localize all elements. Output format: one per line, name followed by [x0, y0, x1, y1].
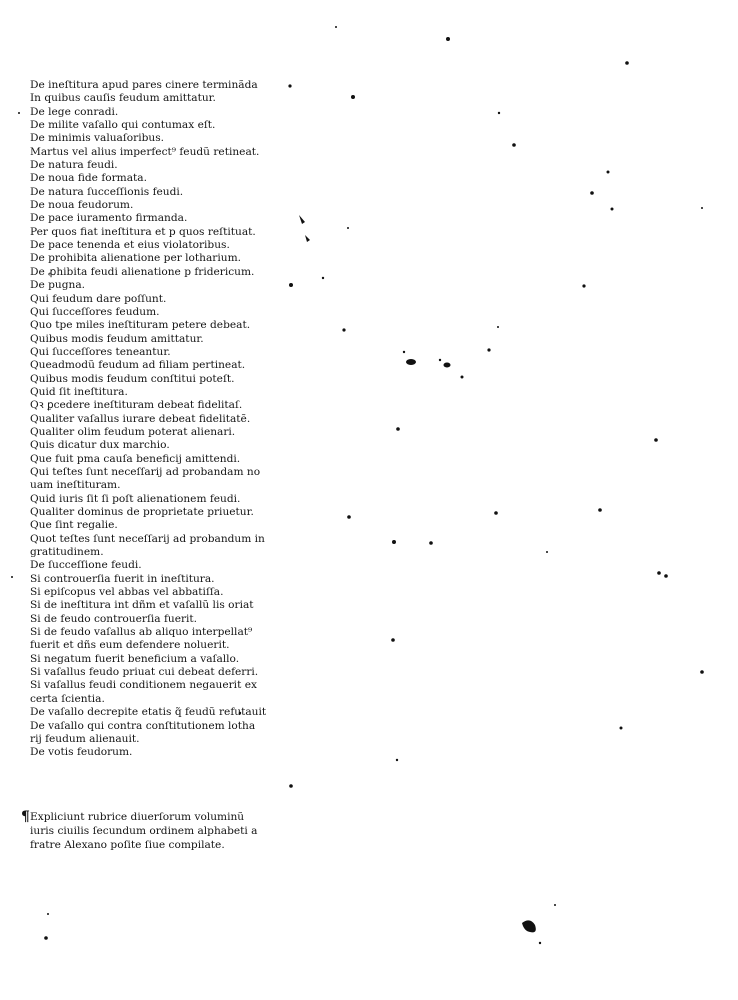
- rubric-line: Quid ſit ineſtitura.: [30, 385, 128, 398]
- rubric-line: gratitudinem.: [30, 546, 104, 559]
- rubric-line: Si de feudo vaſallus ab aliquo interpellat⁹: [30, 626, 253, 639]
- rubric-line: Qualiter dominus de proprietate priuetur.: [30, 506, 254, 518]
- rubric-line: fuerit et dñs eum defendere noluerit.: [30, 639, 230, 652]
- rubric-line: Qui feudum dare poſſunt.: [30, 292, 167, 305]
- rubric-line: In quibus cauſis feudum amittatur.: [30, 92, 216, 105]
- rubric-line: De milite vaſallo qui contumax eſt.: [30, 119, 216, 132]
- rubric-line: Quot teſtes ſunt neceſſarij ad probandum in: [30, 532, 265, 545]
- rubric-line: Que fuit pma cauſa beneficij amittendi.: [30, 452, 241, 465]
- rubric-line: Si epiſcopus vel abbas vel abbatiſſa.: [30, 586, 224, 599]
- rubric-line: Queadmodũ feudum ad filiam pertineat.: [30, 359, 246, 372]
- rubric-line: De ineſtitura apud pares cinere terminãda: [30, 79, 258, 91]
- rubric-line: Qui ſucceſſores teneantur.: [30, 345, 171, 358]
- rubric-line: De prohibita alienatione per lotharium.: [30, 252, 241, 265]
- rubric-line: Que ſint regalie.: [30, 519, 118, 532]
- rubric-line: Quis dicatur dux marchio.: [30, 439, 170, 452]
- rubric-line: Si de feudo controuerſia fuerit.: [30, 612, 198, 625]
- rubric-line: De minimis valuaſoribus.: [30, 132, 164, 145]
- rubric-line: Quibus modis feudum conſtitui poteſt.: [30, 372, 235, 385]
- explicit-line: Expliciunt rubrice diuerſorum voluminũ: [30, 811, 245, 823]
- rubric-line: Quid iuris ſit ſi poſt alienationem feudi.: [30, 492, 241, 505]
- rubric-line: Quibus modis feudum amittatur.: [30, 332, 204, 345]
- rubric-line: De natura feudi.: [30, 159, 118, 172]
- rubric-line: De ſucceſſione feudi.: [30, 559, 142, 572]
- rubric-line: Qualiter olim feudum poterat alienari.: [30, 425, 236, 438]
- rubric-line: Si de ineſtitura int dñm et vaſallũ lis oriat: [30, 599, 254, 612]
- explicit-line: fratre Alexano poſite ſiue compilate.: [30, 839, 225, 851]
- paragraph-mark: ¶: [21, 809, 30, 825]
- rubric-line: Martus vel alius imperfect⁹ feudũ retineat.: [30, 145, 260, 158]
- rubric-line: Si vaſallus feudi conditionem negauerit ex: [30, 679, 257, 692]
- rubric-line: Si vaſallus feudo priuat cui debeat deferri.: [30, 666, 259, 679]
- rubric-line: De noua fide formata.: [30, 172, 147, 185]
- rubric-line: uam ineſtituram.: [30, 479, 121, 492]
- rubric-line: certa ſcientia.: [30, 692, 105, 705]
- rubric-line: rij feudum alienauit.: [30, 732, 140, 745]
- rubric-line: De vaſallo decrepite etatis q̃ feudũ refutauit: [30, 706, 267, 719]
- explicit-colophon: [21, 810, 301, 852]
- rubric-line: De pugna.: [30, 279, 86, 292]
- rubric-line: De natura ſucceſſionis feudi.: [30, 185, 184, 198]
- rubric-line: De noua feudorum.: [30, 199, 134, 212]
- rubric-line: De vaſallo qui contra conſtitutionem lotha: [30, 719, 256, 732]
- rubric-line: Qꝛ ꝑcedere ineſtituram debeat fidelitaſ.: [30, 399, 243, 412]
- rubric-line: Per quos fiat ineſtitura et p quos reſtituat.: [30, 225, 256, 238]
- rubric-line: De pace iuramento firmanda.: [30, 212, 188, 225]
- explicit-line: iuris ciuilis ſecundum ordinem alphabeti a: [30, 825, 258, 837]
- rubric-line: Qualiter vaſallus iurare debeat fidelitatẽ.: [30, 412, 251, 425]
- rubric-line: Qui teſtes ſunt neceſſarij ad probandam no: [30, 465, 261, 478]
- rubric-line: Qui ſucceſſores feudum.: [30, 305, 160, 318]
- rubric-line: Si controuerſia fuerit in ineſtitura.: [30, 572, 215, 585]
- rubric-line: De pace tenenda et eius violatoribus.: [30, 239, 230, 252]
- rubric-line: De lege conradi.: [30, 105, 119, 118]
- rubric-line: Si negatum fuerit beneficium a vaſallo.: [30, 652, 240, 665]
- rubric-line: De ꝓhibita feudi alienatione p fridericum.: [30, 265, 255, 278]
- rubric-line: De votis feudorum.: [30, 746, 133, 759]
- rubric-line: Quo tpe miles ineſtituram petere debeat.: [30, 319, 251, 332]
- rubric-list: [30, 79, 300, 760]
